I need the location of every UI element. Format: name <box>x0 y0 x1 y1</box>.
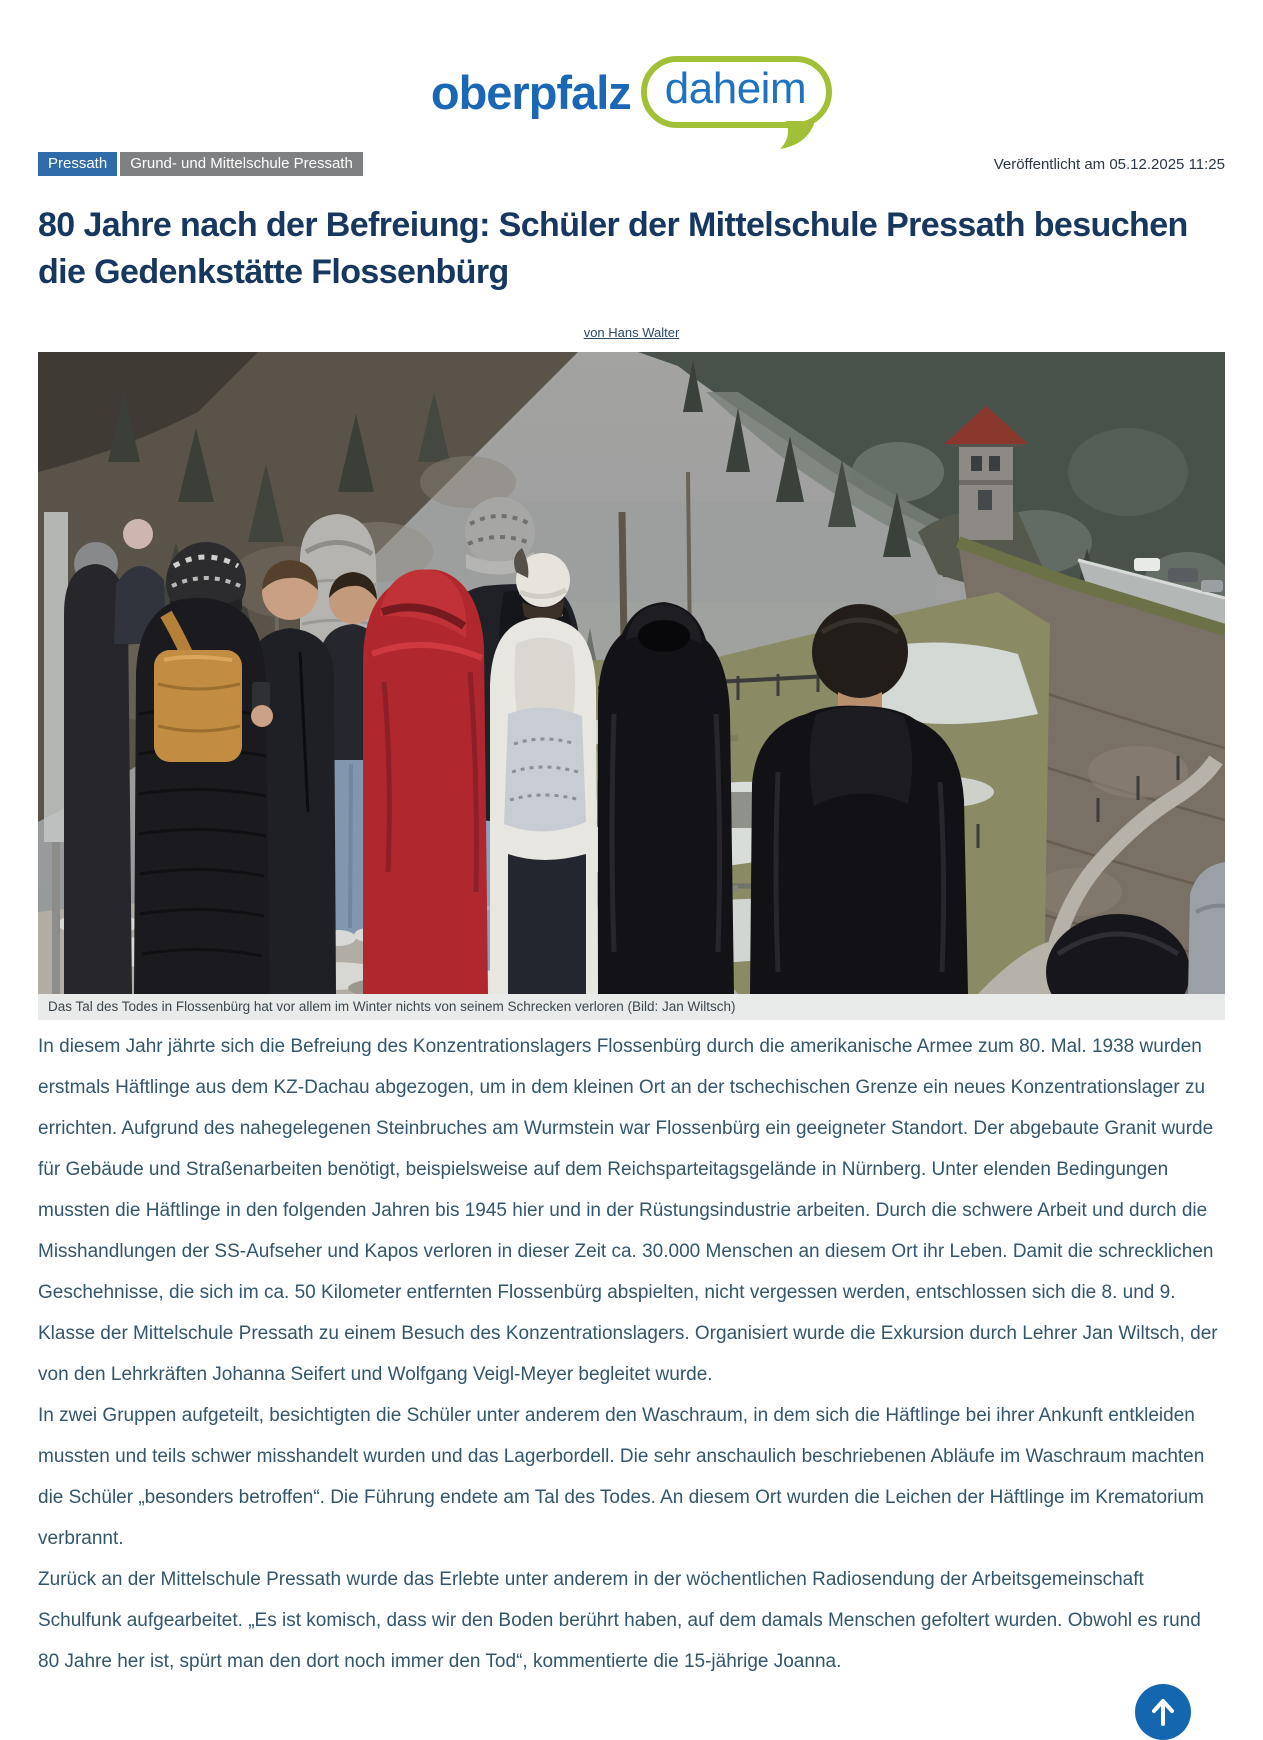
paragraph: In zwei Gruppen aufgeteilt, besichtigten die Schüler unter anderem den Waschraum, in dem sich die Häftlinge bei ihrer Ankunft entkleiden mussten und teils schwer misshandelt wurden und das Lagerbordell. Die sehr anschaulich beschriebenen Abläufe im Waschraum machten die Schüler „besonders betroffen“. Die Führung endete am Tal des Todes. An diesem Ort wurden die Leichen der Häftlinge im Krematorium verbrannt. <box>38 1405 1205 1549</box>
paragraph: Zurück an der Mittelschule Pressath wurde das Erlebte unter anderem in der wöchentlichen Radiosendung der Arbeitsgemeinschaft Schulfunk aufgearbeitet. „Es ist komisch, dass wir den Boden berührt haben, auf dem damals Menschen gefoltert wurden. Obwohl es rund 80 Jahre her ist, spürt man den dort noch immer den Tod“, kommentierte die 15-jährige Joanna. <box>38 1569 1201 1672</box>
paragraph: In diesem Jahr jährte sich die Befreiung des Konzentrationslagers Flossenbürg durch die amerikanische Armee zum 80. Mal. 1938 wurden erstmals Häftlinge aus dem KZ-Dachau abgezogen, um in dem kleinen Ort an der tschechischen Grenze ein neues Konzentrationslager zu errichten. Aufgrund des nahegelegenen Steinbruches am Wurmstein war Flossenbürg ein geeigneter Standort. Der abgebaute Granit wurde für Gebäude und Straßenarbeiten benötigt, beispielsweise auf dem Reichsparteitagsgelände in Nürnberg. Unter elenden Bedingungen mussten die Häftlinge in den folgenden Jahren bis 1945 hier und in der Rüstungsindustrie arbeiten. Durch die schwere Arbeit und durch die Misshandlungen der SS-Aufseher und Kapos verloren in dieser Zeit ca. 30.000 Menschen an diesem Ort ihr Leben. Damit die schrecklichen Geschehnisse, die sich im ca. 50 Kilometer entfernten Flossenbürg abspielten, nicht vergessen werden, entschlossen sich die 8. und 9. Klasse der Mittelschule Pressath zu einem Besuch des Konzentrationslagers. Organisiert wurde die Exkursion durch Lehrer Jan Wiltsch, der von den Lehrkräften Johanna Seifert und Wolfgang Veigl-Meyer begleitet wurde. <box>38 1036 1218 1385</box>
article-photo <box>38 352 1225 994</box>
published-date: Veröffentlicht am 05.12.2025 11:25 <box>993 155 1225 173</box>
article-body <box>38 1026 1225 1682</box>
memorial-valley-photo <box>38 352 1225 994</box>
logo-word-oberpfalz: oberpfalz <box>430 65 631 119</box>
article-title: 80 Jahre nach der Befreiung: Schüler der Mittelschule Pressath besuchen die Gedenkstätte Flossenbürg <box>38 206 1188 291</box>
article-meta-row <box>38 152 1225 176</box>
scroll-to-top-button[interactable] <box>1135 1684 1191 1740</box>
tag-list <box>38 152 363 176</box>
student-red-jacket <box>363 569 488 994</box>
logo-word-daheim: daheim <box>664 64 807 113</box>
site-logo[interactable] <box>431 56 832 128</box>
article-figure <box>38 352 1225 1020</box>
byline-row <box>0 324 1263 342</box>
tag-pressath[interactable]: Pressath <box>38 152 117 176</box>
speech-bubble-tail-icon <box>766 121 814 149</box>
tag-school[interactable]: Grund- und Mittelschule Pressath <box>120 152 363 176</box>
student-black-long-coat <box>598 602 734 994</box>
arrow-up-icon <box>1150 1698 1176 1726</box>
site-header <box>0 0 1263 140</box>
byline-author-link[interactable]: von Hans Walter <box>583 325 680 340</box>
logo-speech-bubble <box>641 56 832 128</box>
image-caption: Das Tal des Todes in Flossenbürg hat vor allem im Winter nichts von seinem Schrecken verloren (Bild: Jan Wiltsch) <box>38 994 1225 1020</box>
